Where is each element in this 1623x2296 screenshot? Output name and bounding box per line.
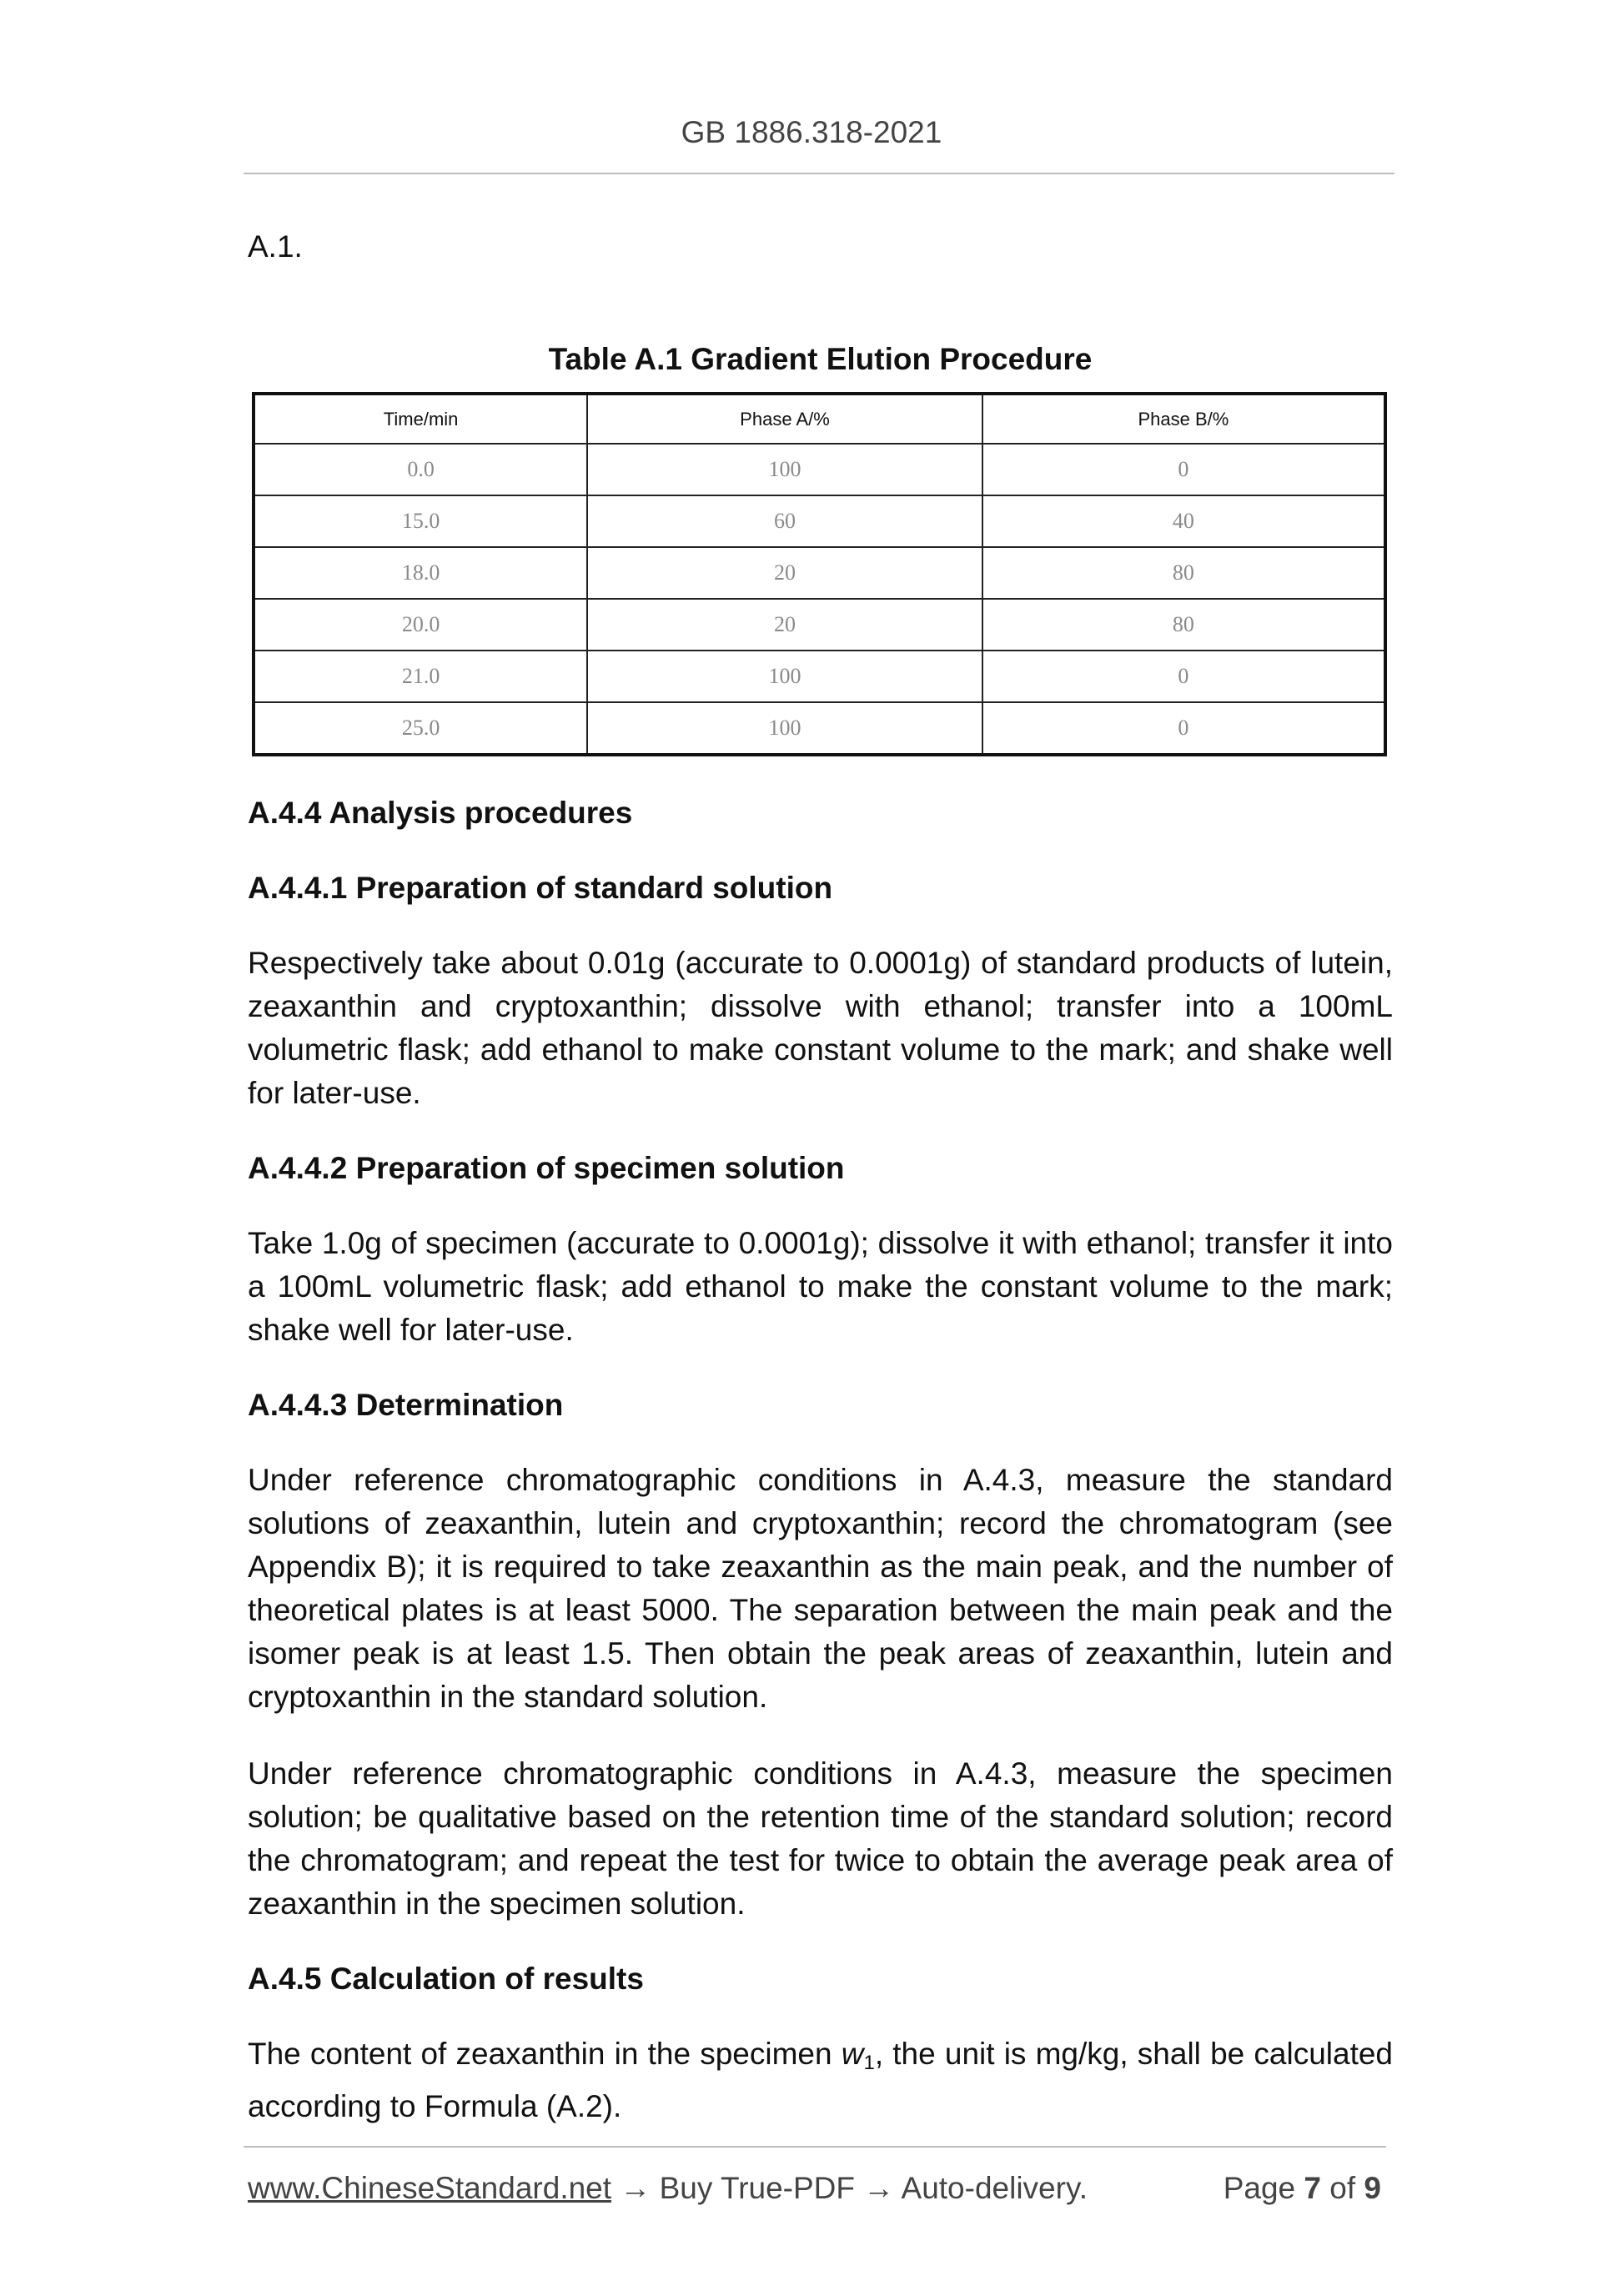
page-total: 9	[1364, 2171, 1381, 2205]
table-cell: 100	[587, 651, 982, 702]
column-header-time: Time/min	[254, 394, 587, 444]
variable-subscript: 1	[863, 2052, 875, 2074]
gradient-elution-table	[252, 392, 1387, 756]
table-cell: 100	[587, 444, 982, 495]
paragraph-specimen-solution: Take 1.0g of specimen (accurate to 0.0001g); dissolve it with ethanol; transfer it into a 100mL volumetric flask; add ethanol to make the constant volume to the mark; shake well for later-use.	[248, 1226, 1393, 1347]
document-id-header: GB 1886.318-2021	[681, 115, 942, 149]
website-link[interactable]: www.ChineseStandard.net	[248, 2171, 612, 2205]
table-cell: 0	[982, 651, 1385, 702]
header-divider	[244, 173, 1394, 174]
table-row	[254, 599, 1385, 651]
section-heading-a4442: A.4.4.2 Preparation of specimen solution	[248, 1151, 845, 1185]
table-header-row	[254, 394, 1385, 444]
table-cell: 80	[982, 599, 1385, 651]
section-heading-a4441: A.4.4.1 Preparation of standard solution	[248, 871, 833, 905]
section-heading-a445: A.4.5 Calculation of results	[248, 1962, 644, 1996]
intro-text: A.1.	[248, 229, 303, 264]
table-cell: 0.0	[254, 444, 587, 495]
calc-text-pre: The content of zeaxanthin in the specimen	[248, 2037, 842, 2071]
table-cell: 21.0	[254, 651, 587, 702]
paragraph-calculation	[248, 2032, 1393, 2128]
table-row	[254, 651, 1385, 702]
section-heading-a444: A.4.4 Analysis procedures	[248, 796, 633, 830]
table-cell: 25.0	[254, 702, 587, 755]
table-cell: 0	[982, 702, 1385, 755]
table-cell: 15.0	[254, 495, 587, 547]
table-row	[254, 495, 1385, 547]
table-cell: 0	[982, 444, 1385, 495]
table-cell: 20	[587, 599, 982, 651]
section-heading-a4443: A.4.4.3 Determination	[248, 1388, 564, 1422]
paragraph-determination-standard: Under reference chromatographic conditions in A.4.3, measure the standard solutions of zeaxanthin, lutein and cryptoxanthin; record the chromatogram (see Appendix B); it is required to take zeaxanthin as the main peak, and the number of theoretical plates is at least 5000. The separation between the main peak and the isomer peak is at least 1.5. Then obtain the peak areas of zeaxanthin, lutein and cryptoxanthin in the standard solution.	[248, 1463, 1393, 1714]
column-header-phase-b: Phase B/%	[982, 394, 1385, 444]
page-content	[248, 225, 1393, 2128]
footer-promo-text: → Buy True-PDF → Auto-delivery.	[611, 2171, 1088, 2205]
page-word: Page	[1223, 2171, 1296, 2205]
table-cell: 40	[982, 495, 1385, 547]
table-cell: 20	[587, 547, 982, 599]
of-word: of	[1329, 2171, 1356, 2205]
table-cell: 18.0	[254, 547, 587, 599]
table-row	[254, 444, 1385, 495]
table-cell: 60	[587, 495, 982, 547]
page-indicator	[1224, 2171, 1381, 2206]
table-cell: 100	[587, 702, 982, 755]
paragraph-determination-specimen: Under reference chromatographic conditions in A.4.3, measure the specimen solution; be qualitative based on the retention time of the standard solution; record the chromatogram; and repeat the test for twice to obtain the average peak area of zeaxanthin in the specimen solution.	[248, 1756, 1393, 1921]
table-row	[254, 702, 1385, 755]
paragraph-standard-solution: Respectively take about 0.01g (accurate to 0.0001g) of standard products of lutein, zeaxanthin and cryptoxanthin; dissolve with ethanol; transfer into a 100mL volumetric flask; add ethanol to make constant volume to the mark; and shake well for later-use.	[248, 946, 1393, 1110]
table-caption: Table A.1 Gradient Elution Procedure	[548, 342, 1093, 376]
footer-divider	[244, 2146, 1386, 2148]
calc-text-post: , the unit is mg/kg, shall be calculated according to Formula (A.2).	[248, 2037, 1393, 2123]
page-number: 7	[1304, 2171, 1321, 2205]
table-cell: 80	[982, 547, 1385, 599]
table-row	[254, 547, 1385, 599]
footer-promo	[248, 2171, 1088, 2206]
column-header-phase-a: Phase A/%	[587, 394, 982, 444]
table-cell: 20.0	[254, 599, 587, 651]
variable-w: w	[841, 2037, 864, 2071]
